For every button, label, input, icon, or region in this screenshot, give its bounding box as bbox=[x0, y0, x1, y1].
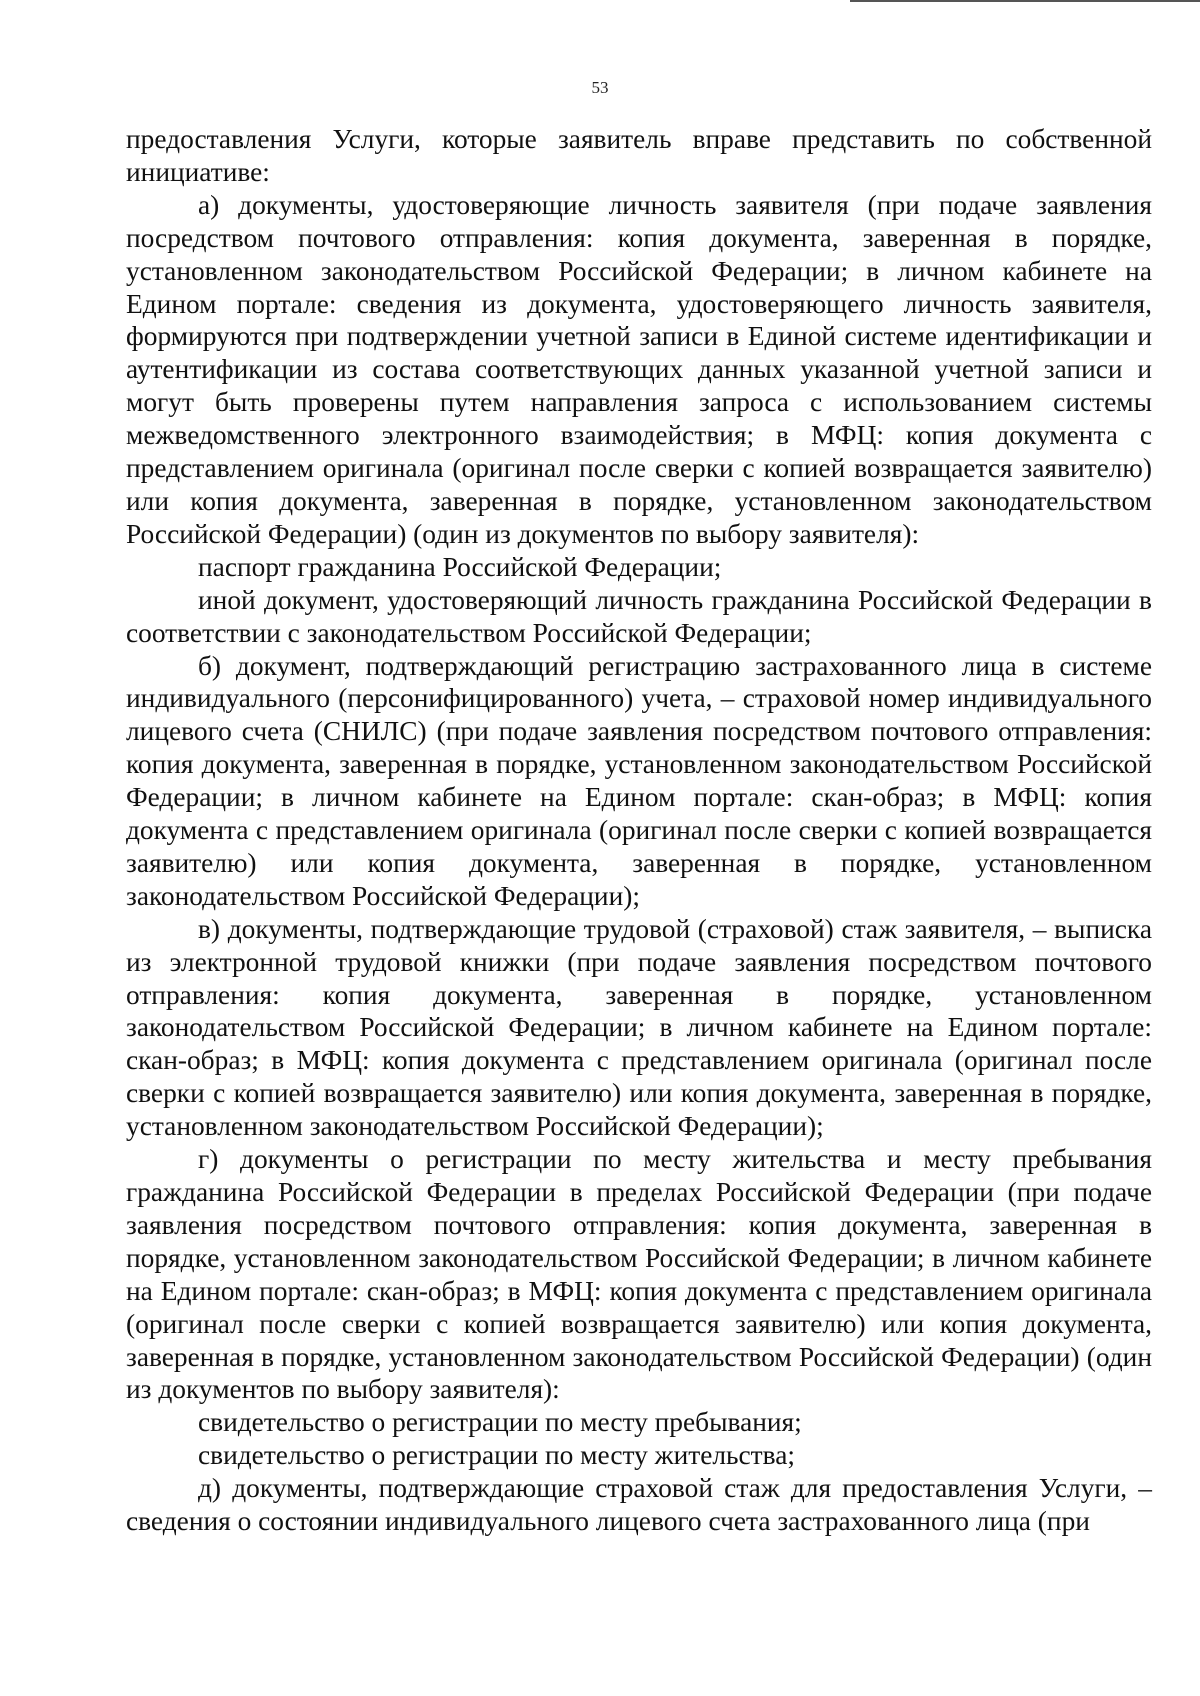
paragraph-9: свидетельство о регистрации по месту жительства; bbox=[198, 1440, 795, 1471]
paragraph-7: г) документы о регистрации по месту жительства и месту пребывания гражданина Российской Федерации в пределах Российской Федерации (при подаче заявления посредством почтового отправления: копия документа, заверенная в порядке, установленном законодательством Российской Федерации; в личном кабинете на Едином портале: скан-образ; в МФЦ: копия документа с представлением оригинала (оригинал после сверки с копией возвращается заявителю) или копия документа, заверенная в порядке, установленном законодательством Российской Федерации) (один из документов по выбору заявителя): bbox=[126, 1144, 1152, 1405]
top-edge-rule bbox=[850, 0, 1200, 2]
paragraph-8: свидетельство о регистрации по месту пребывания; bbox=[198, 1407, 802, 1438]
page-number: 53 bbox=[591, 78, 609, 97]
paragraph-1: предоставления Услуги, которые заявитель вправе представить по собственной инициативе: bbox=[126, 124, 1152, 187]
paragraph-2: а) документы, удостоверяющие личность заявителя (при подаче заявления посредством почтового отправления: копия документа, заверенная в порядке, установленном законодательством Российской Федерации; в личном кабинете на Едином портале: сведения из документа, удостоверяющего личность заявителя, формируются при подтверждении учетной записи в Единой системе идентификации и аутентификации из состава соответствующих данных указанной учетной записи и могут быть проверены путем направления запроса с использованием системы межведомственного электронного взаимодействия; в МФЦ: копия документа с представлением оригинала (оригинал после сверки с копией возвращается заявителю) или копия документа, заверенная в порядке, установленном законодательством Российской Федерации) (один из документов по выбору заявителя): bbox=[126, 189, 1152, 549]
paragraph-10: д) документы, подтверждающие страховой стаж для предоставления Услуги, – сведения о состоянии индивидуального лицевого счета застрахованного лица (при bbox=[126, 1473, 1152, 1537]
paragraph-6: в) документы, подтверждающие трудовой (страховой) стаж заявителя, – выписка из электронной трудовой книжки (при подаче заявления посредством почтового отправления: копия документа, заверенная в порядке, установленном законодательством Российской Федерации; в личном кабинете на Едином портале: скан-образ; в МФЦ: копия документа с представлением оригинала (оригинал после сверки с копией возвращается заявителю) или копия документа, заверенная в порядке, установленном законодательством Российской Федерации); bbox=[126, 913, 1152, 1142]
paragraph-4: иной документ, удостоверяющий личность гражданина Российской Федерации в соответствии с законодательством Российской Федерации; bbox=[126, 584, 1152, 648]
document-body bbox=[126, 123, 1152, 1538]
paragraph-5: б) документ, подтверждающий регистрацию застрахованного лица в системе индивидуального (персонифицированного) учета, – страховой номер индивидуального лицевого счета (СНИЛС) (при подаче заявления посредством почтового отправления: копия документа, заверенная в порядке, установленном законодательством Российской Федерации; в личном кабинете на Едином портале: скан-образ; в МФЦ: копия документа с представлением оригинала (оригинал после сверки с копией возвращается заявителю) или копия документа, заверенная в порядке, установленном законодательством Российской Федерации); bbox=[126, 650, 1152, 911]
paragraph-3: паспорт гражданина Российской Федерации; bbox=[198, 551, 722, 582]
